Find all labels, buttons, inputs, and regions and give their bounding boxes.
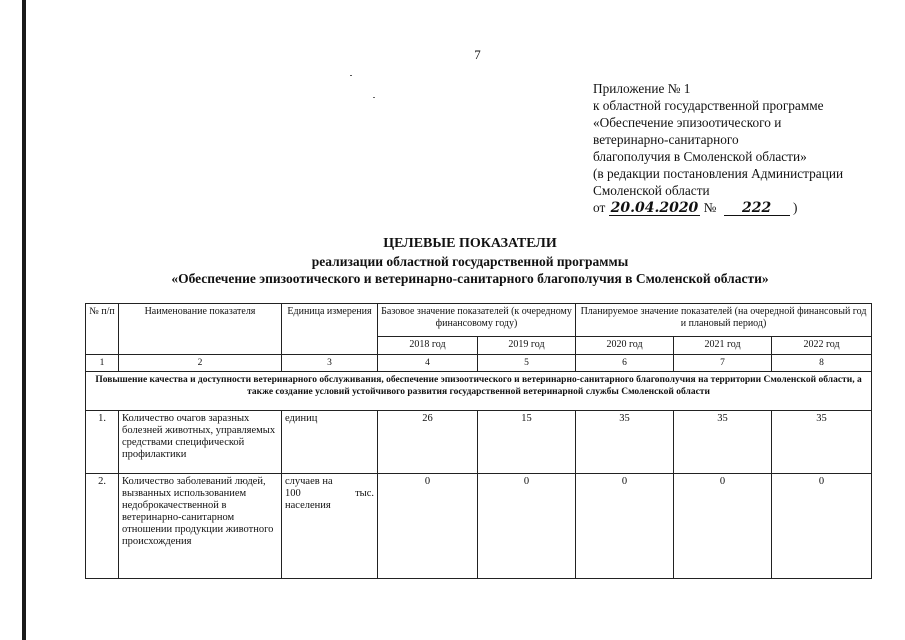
column-number: 3 bbox=[282, 355, 378, 372]
appendix-line: (в редакции постановления Администрации bbox=[593, 166, 844, 181]
scan-edge-bar bbox=[22, 0, 26, 640]
row-unit bbox=[282, 474, 378, 579]
column-number: 8 bbox=[772, 355, 872, 372]
unit-thousand: тыс. bbox=[355, 488, 374, 499]
date-prefix: от bbox=[593, 200, 606, 215]
row-value: 0 bbox=[478, 474, 576, 579]
column-number: 4 bbox=[378, 355, 478, 372]
header-name: Наименование показателя bbox=[119, 304, 282, 355]
row-unit: единиц bbox=[282, 411, 378, 474]
unit-number: 100 bbox=[285, 488, 301, 499]
row-value: 0 bbox=[772, 474, 872, 579]
row-value: 35 bbox=[772, 411, 872, 474]
column-number: 2 bbox=[119, 355, 282, 372]
row-value: 0 bbox=[674, 474, 772, 579]
year-header: 2020 год bbox=[576, 337, 674, 355]
row-value: 15 bbox=[478, 411, 576, 474]
indicators-table bbox=[85, 303, 872, 579]
year-header: 2019 год bbox=[478, 337, 576, 355]
table-row bbox=[86, 411, 872, 474]
scan-speck bbox=[350, 75, 352, 76]
unit-line: населения bbox=[285, 500, 331, 511]
appendix-line: ветеринарно-санитарного bbox=[593, 132, 739, 147]
header-num: № п/п bbox=[86, 304, 119, 355]
page-number: 7 bbox=[474, 47, 481, 62]
year-header: 2022 год bbox=[772, 337, 872, 355]
row-num: 1. bbox=[86, 411, 119, 474]
closing-paren: ) bbox=[792, 200, 798, 215]
appendix-line: благополучия в Смоленской области» bbox=[593, 149, 807, 164]
row-num: 2. bbox=[86, 474, 119, 579]
row-value: 0 bbox=[378, 474, 478, 579]
unit-line bbox=[285, 488, 374, 500]
appendix-line: к областной государственной программе bbox=[593, 98, 824, 113]
handwritten-number: 222 bbox=[724, 201, 790, 216]
header-plan: Планируемое значение показателей (на очередной финансовый год и плановый период) bbox=[576, 304, 872, 337]
row-name: Количество очагов заразных болезней животных, управляемых средствами специфической профилактики bbox=[119, 411, 282, 474]
table-row bbox=[86, 474, 872, 579]
row-value: 26 bbox=[378, 411, 478, 474]
column-number: 6 bbox=[576, 355, 674, 372]
number-prefix: № bbox=[703, 200, 717, 215]
unit-line: случаев на bbox=[285, 476, 333, 487]
row-value: 35 bbox=[576, 411, 674, 474]
header-base: Базовое значение показателей (к очередному финансовому году) bbox=[378, 304, 576, 337]
page-subtitle: реализации областной государственной программы bbox=[311, 254, 629, 269]
appendix-date-line bbox=[593, 199, 893, 216]
page-title: ЦЕЛЕВЫЕ ПОКАЗАТЕЛИ bbox=[383, 236, 557, 251]
column-number: 7 bbox=[674, 355, 772, 372]
year-header: 2018 год bbox=[378, 337, 478, 355]
column-number: 1 bbox=[86, 355, 119, 372]
year-header: 2021 год bbox=[674, 337, 772, 355]
scan-speck bbox=[373, 97, 375, 98]
appendix-block bbox=[593, 80, 893, 216]
row-name: Количество заболеваний людей, вызванных использованием недоброкачественной в ветеринарно-санитарном отношении продукции животного происхождения bbox=[119, 474, 282, 579]
program-name: «Обеспечение эпизоотического и ветеринарно-санитарного благополучия в Смоленской области» bbox=[171, 271, 769, 286]
handwritten-date: 20.04.2020 bbox=[610, 200, 699, 216]
column-number: 5 bbox=[478, 355, 576, 372]
row-value: 35 bbox=[674, 411, 772, 474]
appendix-line: Смоленской области bbox=[593, 183, 710, 198]
section-heading: Повышение качества и доступности ветеринарного обслуживания, обеспечение эпизоотического и ветеринарно-санитарного благополучия на территории Смоленской области, а также создание условий устойчивого развития государственной ветеринарной службы Смоленской области bbox=[86, 372, 872, 411]
header-unit: Единица измерения bbox=[282, 304, 378, 355]
appendix-line: «Обеспечение эпизоотического и bbox=[593, 115, 782, 130]
appendix-line: Приложение № 1 bbox=[593, 81, 691, 96]
row-value: 0 bbox=[576, 474, 674, 579]
